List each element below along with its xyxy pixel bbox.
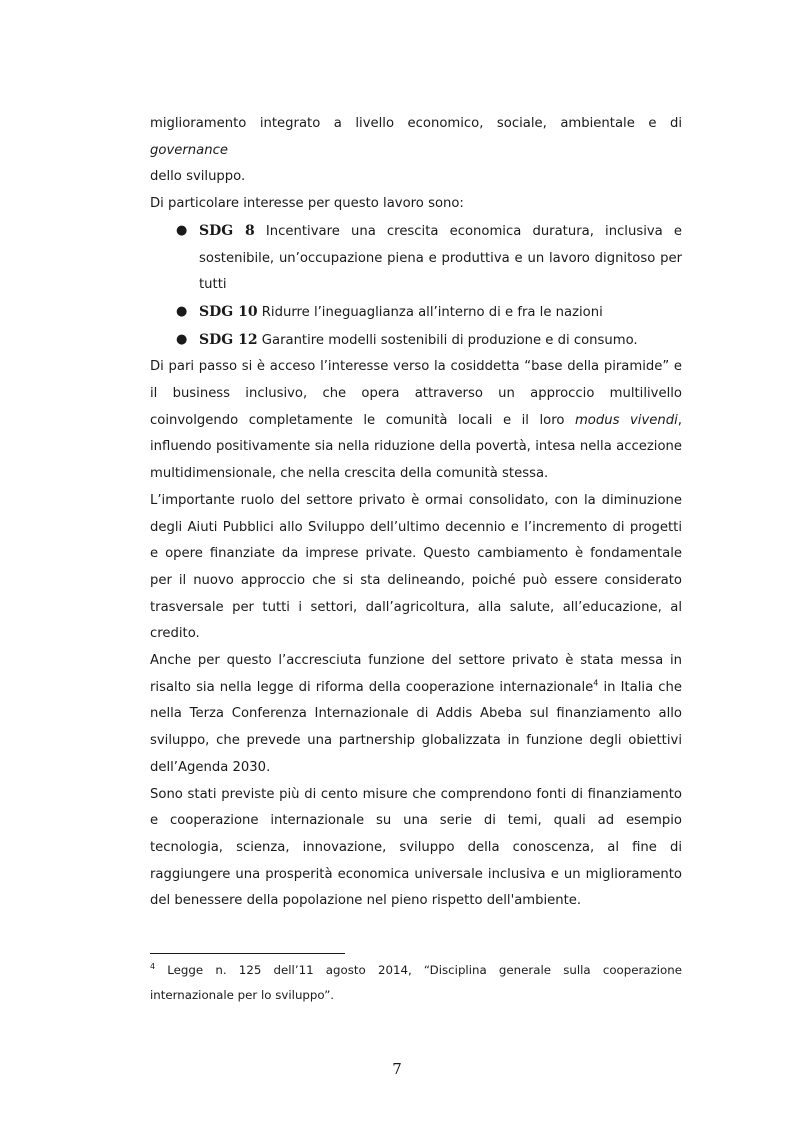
- paragraph-1-line-1: [150, 111, 682, 164]
- paragraph-3: [150, 354, 682, 488]
- body-text: [150, 111, 682, 915]
- sdg-code: SDG 12: [199, 331, 258, 348]
- paragraph-5-text-a: Anche per questo l’accresciuta funzione del settore privato è stata messa in risalto sia nella legge di riforma della cooperazione internazionale: [150, 653, 682, 695]
- sdg-list: [150, 218, 682, 355]
- paragraph-3-text-b: , influendo positivamente sia nella riduzione della povertà, intesa nella accezione multidimensionale, che nella crescita della comunità stessa.: [150, 412, 682, 482]
- footnote-separator: [150, 953, 345, 954]
- sdg-text: Ridurre l’ineguaglianza all’interno di e fra le nazioni: [257, 304, 603, 320]
- bullet-icon: ●: [176, 222, 188, 238]
- sdg-item: [150, 327, 682, 355]
- footnote-number: 4: [150, 962, 156, 972]
- footnote: [150, 958, 682, 1008]
- paragraph-6: Sono stati previste più di cento misure che comprendono fonti di finanziamento e cooperazione internazionale su una serie di temi, quali ad esempio tecnologia, scienza, innovazione, sviluppo della conoscenza, al fine di raggiungere una prosperità economica universale inclusiva e un miglioramento del benessere della popolazione nel pieno rispetto dell'ambiente.: [150, 786, 682, 909]
- sdg-item: [150, 218, 682, 299]
- sdg-text: Garantire modelli sostenibili di produzione e di consumo.: [257, 332, 638, 348]
- bullet-icon: ●: [176, 331, 188, 347]
- sdg-code: SDG 10: [199, 303, 258, 320]
- modus-vivendi-emphasis: modus vivendi: [574, 412, 678, 428]
- paragraph-5: [150, 648, 682, 782]
- footnote-reference: 4: [593, 678, 599, 688]
- page-number: 7: [392, 1060, 402, 1078]
- sdg-item: [150, 299, 682, 327]
- sdg-code: SDG 8: [199, 222, 255, 239]
- bullet-icon: ●: [176, 303, 188, 319]
- governance-emphasis: governance: [150, 142, 228, 158]
- paragraph-3-text-a: Di pari passo si è acceso l’interesse verso la cosiddetta “base della piramide” e il business inclusivo, che opera attraverso un approccio multilivello coinvolgendo completamente le comunità locali e il loro: [150, 359, 682, 428]
- paragraph-5-text-b: in Italia che nella Terza Conferenza Internazionale di Addis Abeba sul finanziamento allo sviluppo, che prevede una partnership globalizzata in funzione degli obiettivi dell’Agenda 2030.: [150, 679, 682, 775]
- paragraph-4: L’importante ruolo del settore privato è ormai consolidato, con la diminuzione degli Aiuti Pubblici allo Sviluppo dell’ultimo decennio e l’incremento di progetti e opere finanziate da imprese private. Questo cambiamento è fondamentale per il nuovo approccio che si sta delineando, poiché può essere considerato trasversale per tutti i settori, dall’agricoltura, alla salute, all’educazione, al credito.: [150, 492, 682, 642]
- paragraph-1-line-2: dello sviluppo.: [150, 169, 246, 185]
- footnote-text: Legge n. 125 dell’11 agosto 2014, “Disciplina generale sulla cooperazione internazionale per lo sviluppo”.: [150, 963, 682, 1002]
- paragraph-2: Di particolare interesse per questo lavoro sono:: [150, 196, 464, 212]
- sdg-text: Incentivare una crescita economica duratura, inclusiva e sostenibile, un’occupazione piena e produttiva e un lavoro dignitoso per tutti: [199, 223, 683, 293]
- paragraph-1-text: miglioramento integrato a livello economico, sociale, ambientale e di: [150, 116, 682, 131]
